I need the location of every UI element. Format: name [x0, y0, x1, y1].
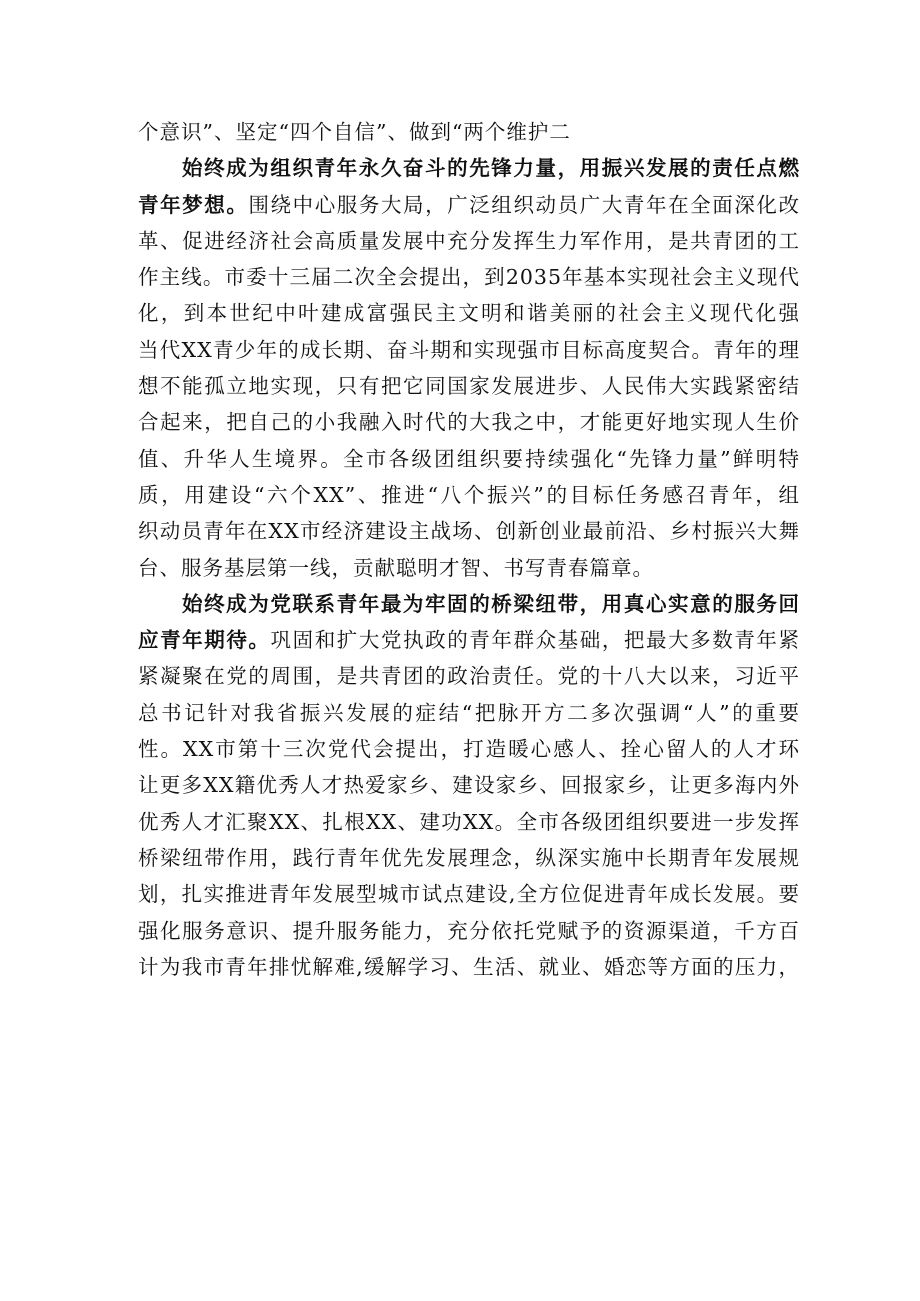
paragraph-2-line: 强化服务意识、提升服务能力，充分依托党赋予的资源渠道，千方百 [138, 918, 800, 943]
paragraph-1-line: 合起来，把自己的小我融入时代的大我之中，才能更好地实现人生价 [138, 410, 800, 435]
paragraph-1-line: 化，到本世纪中叶建成富强民主文明和谐美丽的社会主义现代化强 [138, 301, 800, 326]
paragraph-2-first-rest: 巩固和扩大党执政的青年群众基础，把最大多数青年紧 [270, 628, 800, 653]
paragraph-1-first-rest: 围绕中心服务大局，广泛组织动员广大青年在全面深化改 [248, 192, 800, 217]
paragraph-1-line: 织动员青年在XX市经济建设主战场、创新创业最前沿、乡村振兴大舞 [138, 519, 800, 544]
paragraph-1-heading: 始终成为组织青年永久奋斗的先锋力量，用振兴发展的责任点燃 [182, 156, 800, 181]
paragraph-1-line: 质，用建设“六个XX”、推进“八个振兴”的目标任务感召青年，组 [138, 482, 800, 507]
paragraph-1-line: 革、促进经济社会高质量发展中充分发挥生力军作用，是共青团的工 [138, 228, 800, 253]
paragraph-2-line: 桥梁纽带作用，践行青年优先发展理念，纵深实施中长期青年发展规 [138, 845, 800, 870]
paragraph-2-line: 紧凝聚在党的周围，是共青团的政治责任。党的十八大以来，习近平 [138, 664, 800, 689]
body-text [138, 114, 800, 985]
paragraph-2-line-2 [138, 622, 800, 658]
paragraph-1-line: 想不能孤立地实现，只有把它同国家发展进步、人民伟大实践紧密结 [138, 374, 800, 399]
paragraph-2-line: 计为我市青年排忧解难,缓解学习、生活、就业、婚恋等方面的压力， [138, 954, 800, 979]
paragraph-2-heading: 始终成为党联系青年最为牢固的桥梁纽带，用真心实意的服务回 [182, 591, 800, 616]
paragraph-2-line: 划，扎实推进青年发展型城市试点建设,全方位促进青年成长发展。要 [138, 882, 800, 907]
paragraph-1-line: 作主线。市委十三届二次全会提出，到2035年基本实现社会主义现代 [138, 265, 800, 290]
paragraph-1-line-2 [138, 187, 800, 223]
paragraph-2-line: 优秀人才汇聚XX、扎根XX、建功XX。全市各级团组织要进一步发挥 [138, 809, 800, 834]
paragraph-2-line: 总书记针对我省振兴发展的症结“把脉开方二多次强调“人”的重要 [138, 700, 800, 725]
paragraph-1-last-line: 台、服务基层第一线，贡献聪明才智、书写青春篇章。 [138, 555, 654, 580]
paragraph-0-line-1: 个意识”、坚定“四个自信”、做到“两个维护二 [138, 120, 571, 144]
paragraph-1-heading-tail: 青年梦想。 [138, 192, 249, 217]
paragraph-2-line: 性。XX市第十三次党代会提出，打造暖心感人、拴心留人的人才环 [138, 737, 800, 762]
paragraph-2-line: 让更多XX籍优秀人才热爱家乡、建设家乡、回报家乡，让更多海内外 [138, 773, 800, 798]
paragraph-1-line: 当代XX青少年的成长期、奋斗期和实现强市目标高度契合。青年的理 [138, 337, 800, 362]
paragraph-1-line: 值、升华人生境界。全市各级团组织要持续强化“先锋力量”鲜明特 [138, 446, 800, 471]
paragraph-2-heading-tail: 应青年期待。 [138, 628, 271, 653]
